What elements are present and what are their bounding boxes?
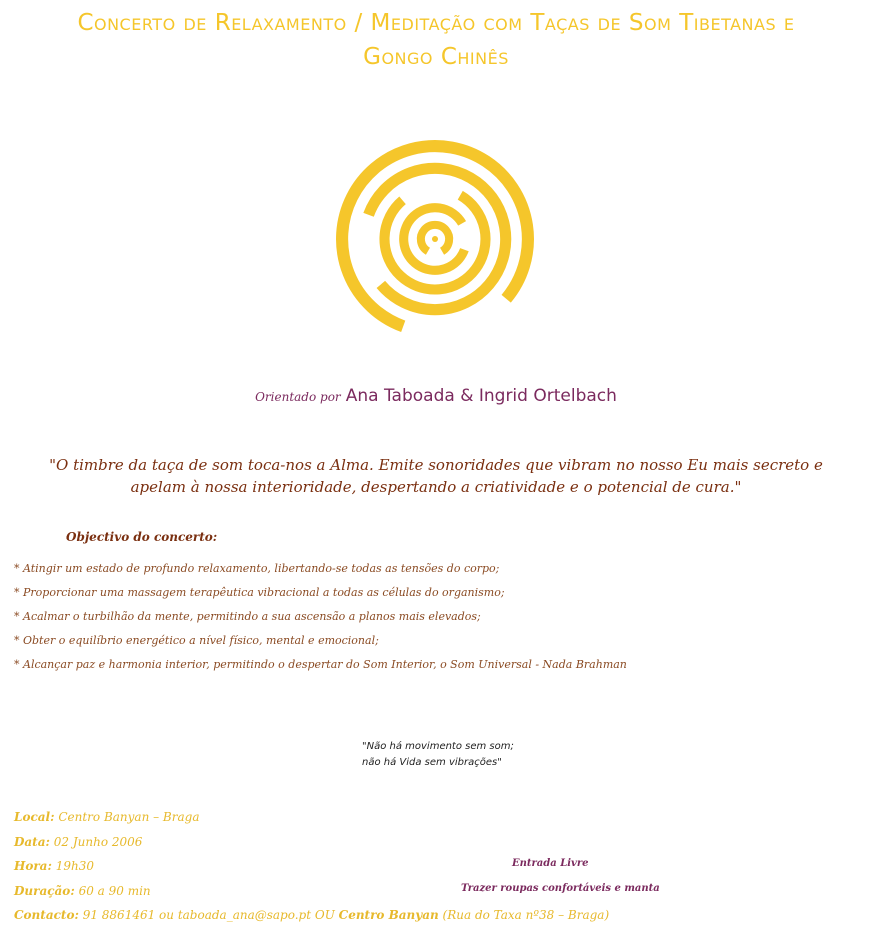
event-info <box>14 808 609 931</box>
contact-label: Contacto: <box>14 908 79 922</box>
title-line-2: Gongo Chinês <box>363 44 509 70</box>
duration-label: Duração: <box>14 883 75 898</box>
objective-title: Objectivo do concerto: <box>66 530 218 544</box>
entry-clothes: Trazer roupas confortáveis e manta <box>461 883 660 894</box>
entry-free: Entrada Livre <box>512 858 589 869</box>
guided-names: Ana Taboada & Ingrid Ortelbach <box>345 386 617 406</box>
saying <box>362 739 514 771</box>
info-local <box>14 808 609 833</box>
info-contact <box>14 906 609 931</box>
contact-place: Centro Banyan <box>338 908 439 922</box>
title-line-1: Concerto de Relaxamento / Meditação com Taças de Som Tibetanas e <box>77 10 795 36</box>
guided-prefix: Orientado por <box>255 390 341 404</box>
quote: "O timbre da taça de som toca-nos a Alma. Emite sonoridades que vibram no nosso Eu mais secreto e apelam à nossa interioridade, despertando a criatividade e o potencial de cura." <box>49 456 823 496</box>
info-date <box>14 833 609 858</box>
date-label: Data: <box>14 834 50 849</box>
saying-line-1: "Não há movimento sem som; <box>362 741 514 752</box>
spiral-center <box>432 236 438 242</box>
objective-item: * Atingir um estado de profundo relaxamento, libertando-se todas as tensões do corpo; <box>14 562 500 575</box>
local-label: Local: <box>14 810 55 824</box>
objective-item: * Alcançar paz e harmonia interior, permitindo o despertar do Som Interior, o Som Universal - Nada Brahman <box>14 658 627 671</box>
page-title <box>0 6 872 74</box>
time-value: 19h30 <box>51 859 94 873</box>
date-value: 02 Junho 2006 <box>49 834 143 849</box>
guided-by <box>0 386 872 406</box>
spiral-logo-icon <box>334 138 536 340</box>
duration-value: 60 a 90 min <box>74 883 151 898</box>
local-value: Centro Banyan – Braga <box>54 810 200 824</box>
time-label: Hora: <box>14 859 52 873</box>
contact-value: 91 8861461 ou taboada_ana@sapo.pt OU <box>78 908 339 922</box>
objective-item: * Obter o equilíbrio energético a nível físico, mental e emocional; <box>14 634 379 647</box>
objective-item: * Acalmar o turbilhão da mente, permitindo a sua ascensão a planos mais elevados; <box>14 610 481 623</box>
saying-line-2: não há Vida sem vibrações" <box>362 757 502 768</box>
objectives-list <box>14 560 627 680</box>
objective-item: * Proporcionar uma massagem terapêutica vibracional a todas as células do organismo; <box>14 586 505 599</box>
contact-address: (Rua do Taxa nº38 – Braga) <box>438 908 610 922</box>
